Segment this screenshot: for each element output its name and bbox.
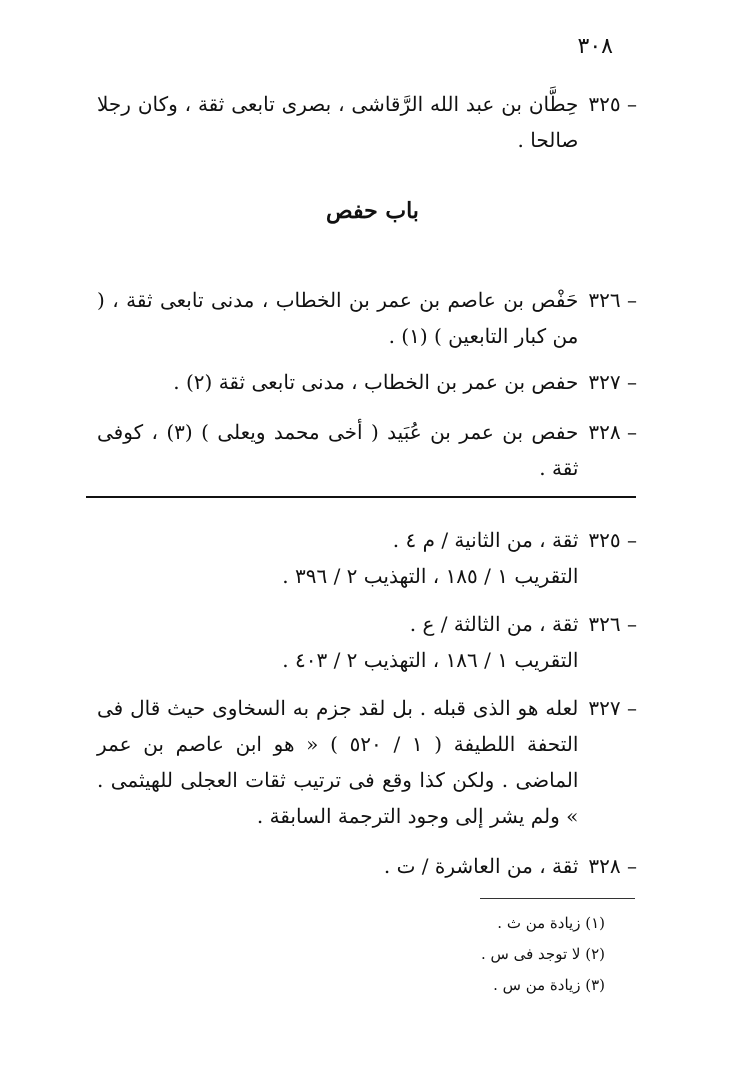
notes-divider — [86, 496, 636, 498]
note-line: ثقة ، من العاشرة / ت . — [383, 854, 579, 878]
entry-text: حِطَّان بن عبد الله الرَّقاشى ، بصرى تابعى ثقة ، وكان رجلا صالحا . — [97, 92, 579, 152]
note-line: لعله هو الذى قبله . بل لقد جزم به السخاوى حيث قال فى التحفة اللطيفة ( ١ / ٥٢٠ ) « هو ابن عاصم بن عمر الماضى . ولكن كذا وقع فى ترتيب ثقات العجلى للهيثمى . » ولم يشر إلى وجود الترجمة السابقة . — [97, 696, 579, 828]
entry-327 — [97, 364, 637, 400]
entry-number: ٣٢٨ – — [588, 420, 637, 444]
note-number: ٣٢٦ – — [588, 612, 637, 636]
note-325 — [97, 522, 637, 594]
note-326 — [97, 606, 637, 678]
entry-number: ٣٢٦ – — [588, 288, 637, 312]
footnote-2: (٢) لا توجد فى س . — [481, 945, 605, 963]
note-number: ٣٢٥ – — [588, 528, 637, 552]
note-number: ٣٢٧ – — [588, 696, 637, 720]
footnote-3: (٣) زيادة من س . — [493, 976, 605, 994]
note-line: ثقة ، من الثانية / م ٤ . — [392, 528, 579, 552]
note-line: ثقة ، من الثالثة / ع . — [409, 612, 579, 636]
entry-326 — [97, 282, 637, 354]
entry-number: ٣٢٥ – — [588, 92, 637, 116]
page-number: ٣٠٨ — [577, 34, 613, 59]
note-line: التقريب ١ / ١٨٦ ، التهذيب ٢ / ٤٠٣ . — [282, 648, 579, 672]
footnote-1: (١) زيادة من ث . — [497, 914, 605, 932]
entry-text: حفص بن عمر بن الخطاب ، مدنى تابعى ثقة (٢) . — [173, 370, 579, 394]
footnote-separator — [480, 898, 635, 899]
note-line: التقريب ١ / ١٨٥ ، التهذيب ٢ / ٣٩٦ . — [282, 564, 579, 588]
entry-number: ٣٢٧ – — [588, 370, 637, 394]
note-327 — [97, 690, 637, 834]
entry-328 — [97, 414, 637, 486]
section-heading: باب حفص — [326, 198, 419, 224]
note-number: ٣٢٨ – — [588, 854, 637, 878]
entry-325 — [97, 86, 637, 158]
entry-text: حَفْص بن عاصم بن عمر بن الخطاب ، مدنى تابعى ثقة ، ( من كبار التابعين ) (١) . — [97, 288, 579, 348]
footnotes — [481, 908, 605, 1001]
entry-text: حفص بن عمر بن عُبَيد ( أخى محمد ويعلى ) (٣) ، كوفى ثقة . — [97, 420, 579, 480]
note-328 — [97, 848, 637, 884]
